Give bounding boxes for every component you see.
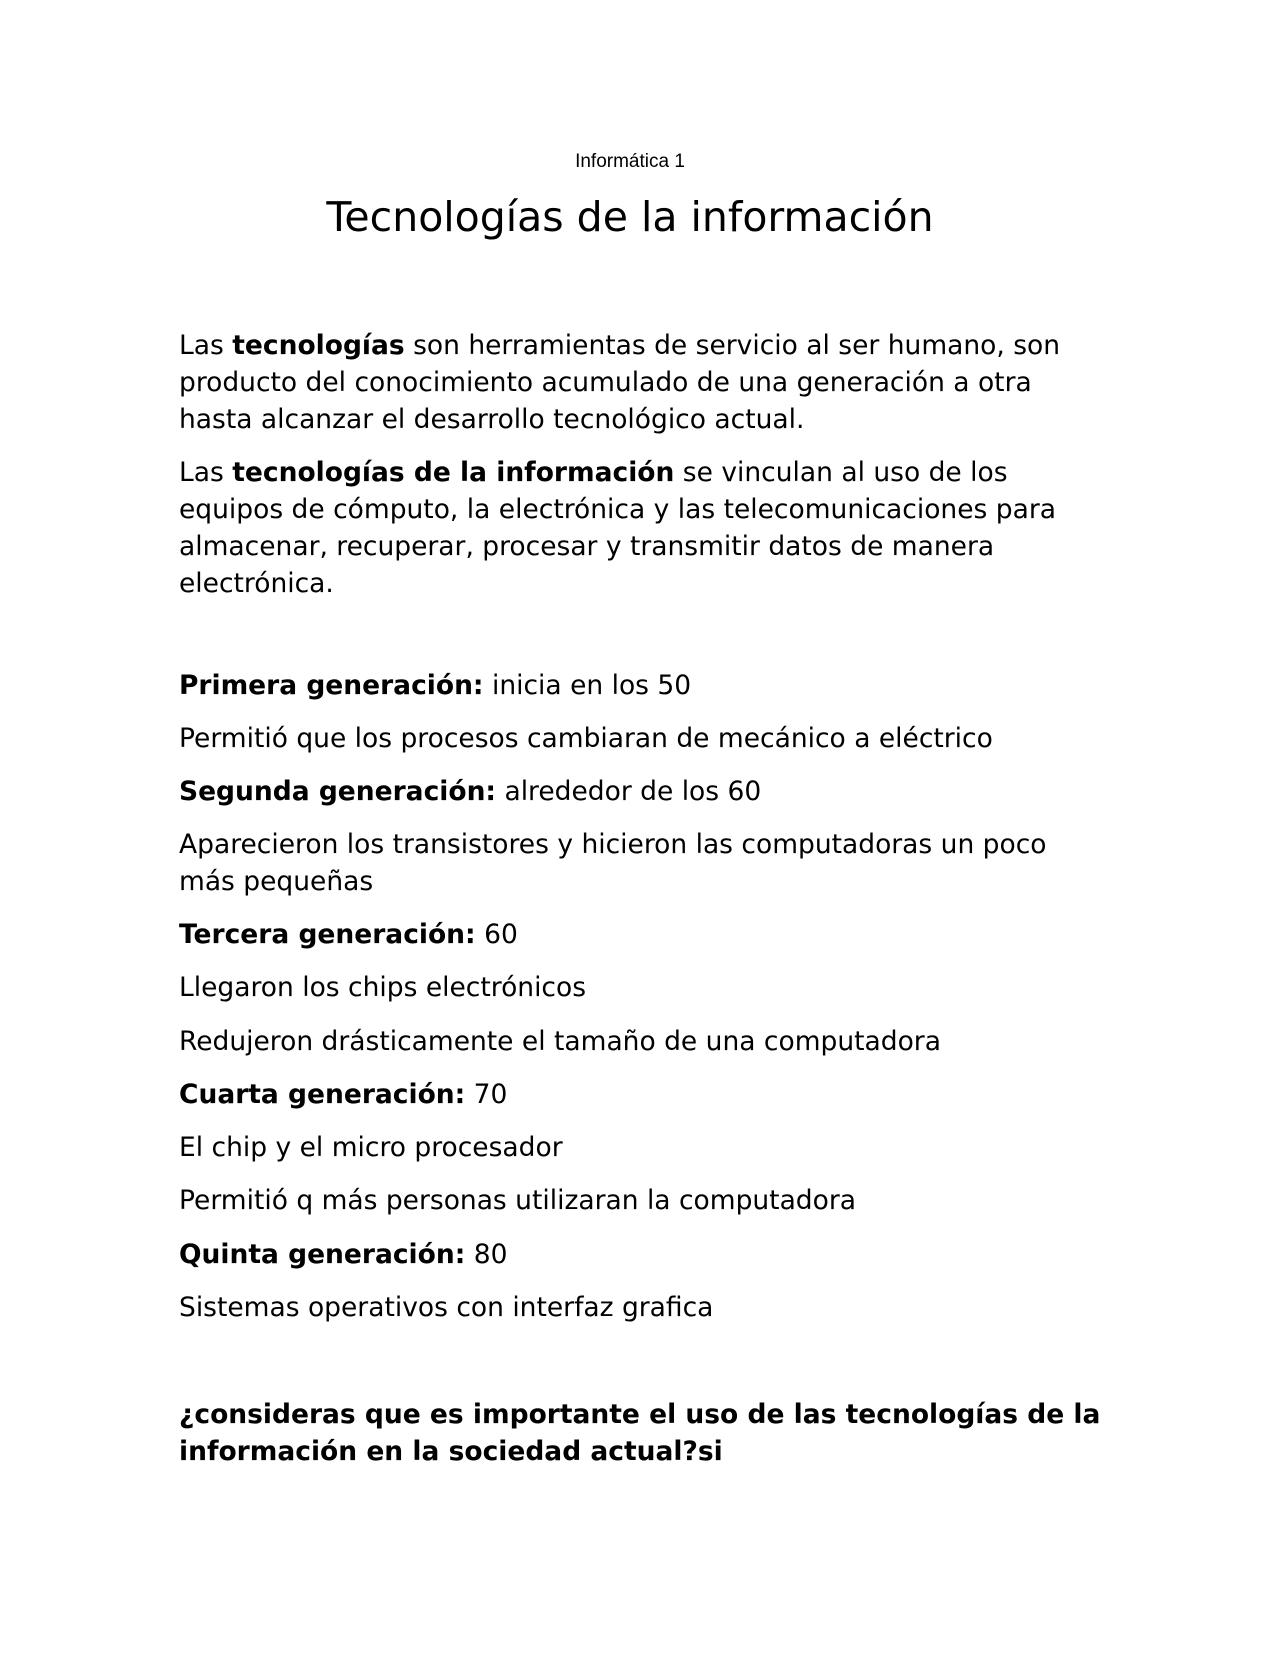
- generation-2-heading: [179, 773, 1109, 810]
- generation-1-label: Primera generación:: [179, 670, 484, 701]
- generation-4-label: Cuarta generación:: [179, 1079, 466, 1110]
- intro-p2-rest: se vinculan al uso de los equipos de cómputo, la electrónica y las telecomunicaciones para almacenar, recuperar, procesar y transmitir datos de manera electrónica.: [179, 457, 1056, 599]
- generation-4-note-2: Permitió q más personas utilizaran la computadora: [179, 1185, 856, 1216]
- generation-1-note-1: Permitió que los procesos cambiaran de mecánico a eléctrico: [179, 723, 993, 754]
- document-header: Informática 1: [575, 151, 685, 172]
- generation-1-heading: [179, 667, 1109, 704]
- generation-4-value: 70: [465, 1079, 508, 1110]
- generation-3-value: 60: [475, 919, 518, 950]
- generation-2-label: Segunda generación:: [179, 776, 497, 807]
- intro-p2-bold: tecnologías de la información: [232, 457, 675, 488]
- intro-p1-rest: son herramientas de servicio al ser humano, son producto del conocimiento acumulado de una generación a otra hasta alcanzar el desarrollo tecnológico actual.: [179, 330, 1061, 435]
- intro-p1-lead: Las: [179, 330, 233, 361]
- generation-3-label: Tercera generación:: [179, 919, 476, 950]
- generation-2-note-1: Aparecieron los transistores y hicieron las computadoras un poco más pequeñas: [179, 829, 1047, 897]
- generation-5-heading: [179, 1236, 1109, 1273]
- generation-4-heading: [179, 1076, 1109, 1113]
- generation-5-label: Quinta generación:: [179, 1239, 466, 1270]
- generation-1-value: inicia en los 50: [483, 670, 692, 701]
- generation-3-note-1: Llegaron los chips electrónicos: [179, 972, 587, 1003]
- document-title: Tecnologías de la información: [326, 193, 934, 241]
- intro-p1-bold: tecnologías: [232, 330, 405, 361]
- generation-4-note-1: El chip y el micro procesador: [179, 1132, 563, 1163]
- generation-5-note-1: Sistemas operativos con interfaz grafica: [179, 1292, 714, 1323]
- generation-3-note-2: Redujeron drásticamente el tamaño de una computadora: [179, 1026, 941, 1057]
- closing-question: ¿consideras que es importante el uso de las tecnologías de la información en la sociedad actual?si: [179, 1399, 1101, 1467]
- generation-5-value: 80: [465, 1239, 508, 1270]
- intro-paragraph-2: [179, 454, 1109, 602]
- generation-2-value: alrededor de los 60: [496, 776, 762, 807]
- intro-paragraph-1: [179, 327, 1109, 438]
- intro-p2-lead: Las: [179, 457, 233, 488]
- generation-3-heading: [179, 916, 1109, 953]
